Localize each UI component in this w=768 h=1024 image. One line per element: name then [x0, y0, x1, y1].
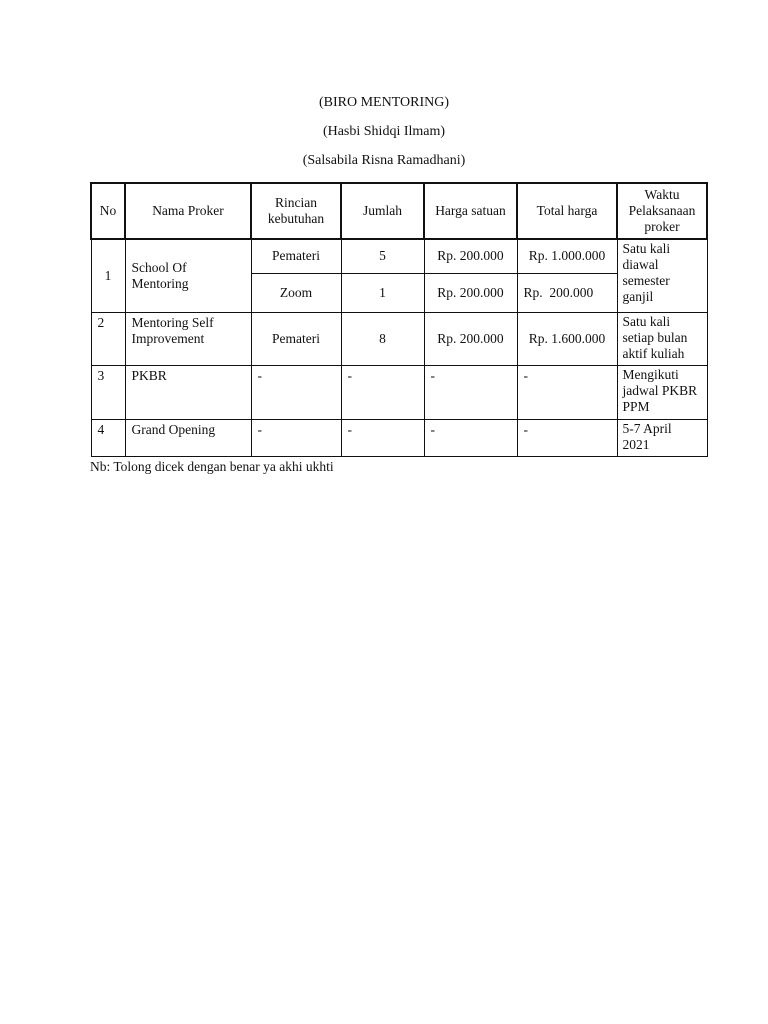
item-jumlah: 1: [341, 273, 424, 312]
footnote: Nb: Tolong dicek dengan benar ya akhi ukhti: [90, 459, 334, 474]
row-number: 4: [91, 419, 125, 456]
item-jumlah: -: [341, 365, 424, 419]
item-total-harga: Rp. 1.000.000: [517, 239, 617, 273]
author-name-2: (Salsabila Risna Ramadhani): [302, 153, 466, 168]
table-row: [91, 312, 707, 365]
program-name: Grand Opening: [125, 419, 251, 456]
item-rincian: Pemateri: [251, 312, 341, 365]
table-row: [91, 365, 707, 419]
author-name-1: (Hasbi Shidqi Ilmam): [322, 124, 446, 139]
budget-table: [90, 182, 708, 457]
item-rincian: -: [251, 365, 341, 419]
program-schedule: Satu kali setiap bulan aktif kuliah: [617, 312, 707, 365]
item-jumlah: 5: [341, 239, 424, 273]
table-header-row: [91, 183, 707, 239]
table-row: [91, 419, 707, 456]
column-header-total-harga: Total harga: [517, 183, 617, 239]
row-number: 3: [91, 365, 125, 419]
item-harga-satuan: -: [424, 365, 517, 419]
item-total-harga: -: [517, 419, 617, 456]
program-schedule: Satu kali diawal semester ganjil: [617, 239, 707, 312]
row-number: 1: [91, 239, 125, 312]
column-header-harga-satuan: Harga satuan: [424, 183, 517, 239]
program-schedule: Mengikuti jadwal PKBR PPM: [617, 365, 707, 419]
item-total-harga: Rp. 200.000: [517, 273, 617, 312]
item-jumlah: -: [341, 419, 424, 456]
row-number: 2: [91, 312, 125, 365]
item-harga-satuan: Rp. 200.000: [424, 273, 517, 312]
item-harga-satuan: Rp. 200.000: [424, 312, 517, 365]
item-rincian: Zoom: [251, 273, 341, 312]
column-header-waktu: Waktu Pelaksanaan proker: [617, 183, 707, 239]
item-total-harga: Rp. 1.600.000: [517, 312, 617, 365]
program-schedule: 5-7 April 2021: [617, 419, 707, 456]
item-rincian: Pemateri: [251, 239, 341, 273]
item-harga-satuan: Rp. 200.000: [424, 239, 517, 273]
program-name: PKBR: [125, 365, 251, 419]
program-name: Mentoring Self Improvement: [125, 312, 251, 365]
item-harga-satuan: -: [424, 419, 517, 456]
column-header-no: No: [91, 183, 125, 239]
item-jumlah: 8: [341, 312, 424, 365]
item-total-harga: -: [517, 365, 617, 419]
document-title: (BIRO MENTORING): [318, 95, 449, 110]
column-header-nama-proker: Nama Proker: [125, 183, 251, 239]
table-row: [91, 239, 707, 273]
column-header-rincian: Rincian kebutuhan: [251, 183, 341, 239]
program-name: School Of Mentoring: [125, 239, 251, 312]
item-rincian: -: [251, 419, 341, 456]
column-header-jumlah: Jumlah: [341, 183, 424, 239]
